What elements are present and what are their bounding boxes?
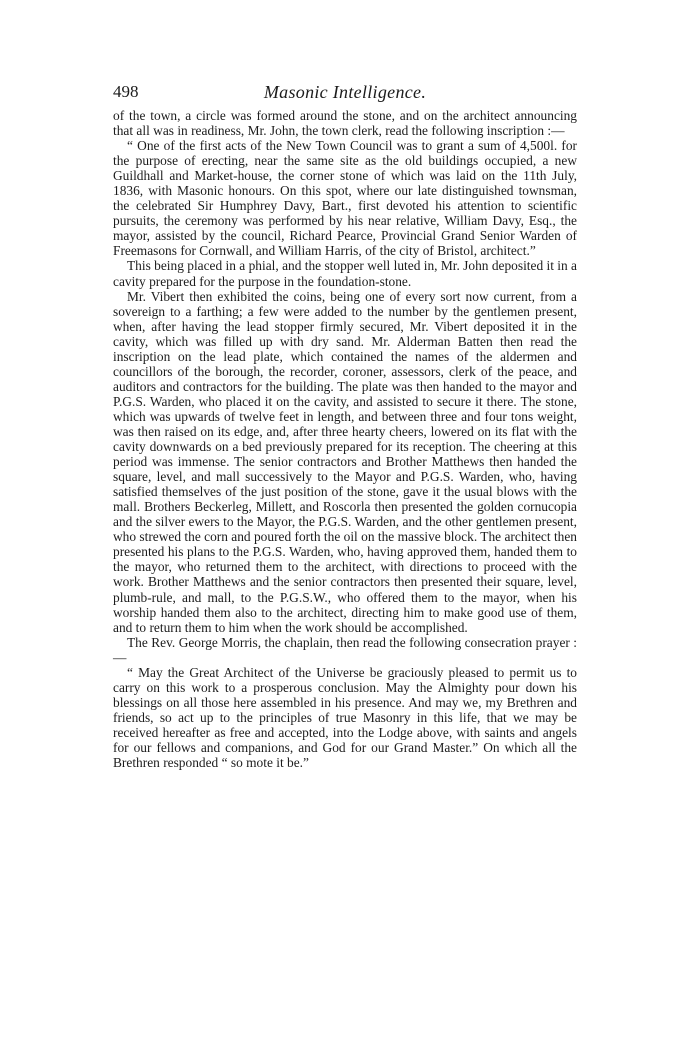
paragraph-prayer-quote: “ May the Great Architect of the Universe be graciously pleased to permit us to carry on this work to a prosperous conclusion. May the Almighty pour down his blessings on all those here assembled in his presence. And may we, my Brethren and friends, so act up to the principles of true Masonry in this life, that we may be received hereafter as free and accepted, into the Lodge above, with saints and angels for our fellows and companions, and God for our Grand Master.” On which all the Brethren responded “ so mote it be.” xyxy=(113,664,577,771)
page-number: 498 xyxy=(113,82,139,101)
running-title: Masonic Intelligence. xyxy=(263,82,427,102)
page-header xyxy=(113,82,577,108)
document-page xyxy=(113,82,577,770)
article-body xyxy=(113,108,577,770)
paragraph-inscription-quote: “ One of the first acts of the New Town Council was to grant a sum of 4,500l. for the purpose of erecting, near the same site as the old buildings occupied, a new Guildhall and Market-house, the corner stone of which was laid on the 11th July, 1836, with Masonic honours. On this spot, where our late distinguished townsman, the celebrated Sir Humphrey Davy, Bart., first devoted his attention to scientific pursuits, the ceremony was performed by his near relative, William Davy, Esq., the mayor, assisted by the council, Richard Pearce, Provincial Grand Senior Warden of Freemasons for Cornwall, and William Harris, of the city of Bristol, architect.” xyxy=(113,138,577,259)
paragraph-ceremony: Mr. Vibert then exhibited the coins, being one of every sort now current, from a sovereign to a farthing; a few were added to the number by the gentlemen present, when, after having the lead stopper firmly secured, Mr. Vibert deposited it in the cavity, which was filled up with dry sand. Mr. Alderman Batten then read the inscription on the lead plate, which contained the names of the aldermen and councillors of the borough, the recorder, coroner, assessors, clerk of the peace, and auditors and contractors for the building. The plate was then handed to the mayor and P.G.S. Warden, who placed it on the cavity, and assisted to secure it there. The stone, which was upwards of twelve feet in length, and between three and four tons weight, was then raised on its edge, and, after three hearty cheers, lowered on its flat with the cavity downwards on a bed previously prepared for its reception. The cheering at this period was immense. The senior contractors and Brother Matthews then handed the square, level, and mall successively to the Mayor and P.G.S. Warden, who, having satisfied themselves of the just position of the stone, gave it the usual blows with the mall. Brothers Beckerleg, Millett, and Roscorla then presented the golden cornucopia and the silver ewers to the Mayor, the P.G.S. Warden, and the other gentlemen present, who strewed the corn and poured forth the oil on the massive block. The architect then presented his plans to the P.G.S. Warden, who, having approved them, handed them to the mayor, who returned them to the architect, with directions to proceed with the work. Brother Matthews and the senior contractors then presented their square, level, plumb-rule, and mall, to the P.G.S.W., who offered them to the mayor, when his worship handed them also to the architect, directing him to make good use of them, and to return them to him when the work should be accomplished. xyxy=(113,288,577,635)
paragraph-continuation: of the town, a circle was formed around the stone, and on the architect announcing that all was in readiness, Mr. John, the town clerk, read the following inscription :— xyxy=(113,108,577,139)
paragraph-phial: This being placed in a phial, and the stopper well luted in, Mr. John deposited it in a cavity prepared for the purpose in the foundation-stone. xyxy=(113,258,577,289)
paragraph-chaplain: The Rev. George Morris, the chaplain, then read the following consecration prayer :— xyxy=(113,634,577,665)
